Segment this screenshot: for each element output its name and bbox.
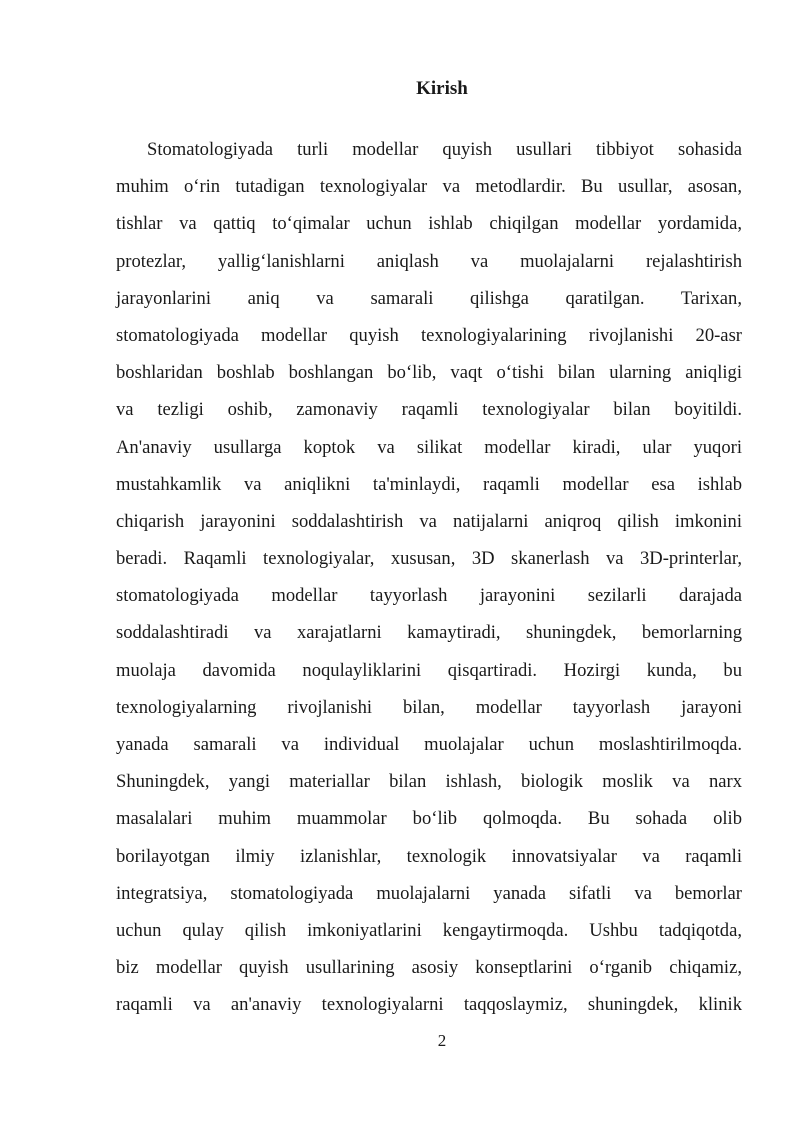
body-paragraph: [116, 131, 742, 1024]
paragraph-line: boshlaridan boshlab boshlangan bo‘lib, vaqt o‘tishi bilan ularning aniqligi: [116, 362, 742, 384]
paragraph-line: protezlar, yallig‘lanishlarni aniqlash va muolajalarni rejalashtirish: [116, 250, 742, 272]
paragraph-line: muolaja davomida noqulayliklarini qisqartiradi. Hozirgi kunda, bu: [116, 659, 742, 681]
paragraph-line: borilayotgan ilmiy izlanishlar, texnologik innovatsiyalar va raqamli: [116, 845, 742, 867]
paragraph-line: stomatologiyada modellar quyish texnologiyalarining rivojlanishi 20-asr: [116, 324, 742, 346]
paragraph-line: raqamli va an'anaviy texnologiyalarni taqqoslaymiz, shuningdek, klinik: [116, 994, 742, 1016]
paragraph-line: muhim o‘rin tutadigan texnologiyalar va metodlardir. Bu usullar, asosan,: [116, 176, 742, 198]
paragraph-line: Shuningdek, yangi materiallar bilan ishlash, biologik moslik va narx: [116, 771, 742, 793]
paragraph-line: stomatologiyada modellar tayyorlash jarayonini sezilarli darajada: [116, 585, 742, 607]
paragraph-line: va tezligi oshib, zamonaviy raqamli texnologiyalar bilan boyitildi.: [116, 399, 742, 421]
paragraph-line: chiqarish jarayonini soddalashtirish va natijalarni aniqroq qilish imkonini: [116, 510, 742, 532]
paragraph-line: beradi. Raqamli texnologiyalar, xususan, 3D skanerlash va 3D-printerlar,: [116, 548, 742, 570]
paragraph-line: Stomatologiyada turli modellar quyish usullari tibbiyot sohasida: [147, 139, 742, 160]
paragraph-line: biz modellar quyish usullarining asosiy konseptlarini o‘rganib chiqamiz,: [116, 957, 742, 979]
paragraph-line: mustahkamlik va aniqlikni ta'minlaydi, raqamli modellar esa ishlab: [116, 473, 742, 495]
paragraph-line: uchun qulay qilish imkoniyatlarini kengaytirmoqda. Ushbu tadqiqotda,: [116, 919, 742, 941]
page-number: 2: [437, 1031, 447, 1050]
paragraph-line: yanada samarali va individual muolajalar uchun moslashtirilmoqda.: [116, 734, 742, 755]
paragraph-line: tishlar va qattiq to‘qimalar uchun ishlab chiqilgan modellar yordamida,: [116, 213, 742, 235]
paragraph-line: integratsiya, stomatologiyada muolajalarni yanada sifatli va bemorlar: [116, 882, 742, 904]
paragraph-line: jarayonlarini aniq va samarali qilishga qaratilgan. Tarixan,: [116, 287, 742, 309]
paragraph-line: masalalari muhim muammolar bo‘lib qolmoqda. Bu sohada olib: [116, 808, 742, 830]
page-title: Kirish: [416, 78, 468, 99]
paragraph-line: soddalashtiradi va xarajatlarni kamaytiradi, shuningdek, bemorlarning: [116, 622, 742, 644]
paragraph-line: texnologiyalarning rivojlanishi bilan, modellar tayyorlash jarayoni: [116, 696, 742, 718]
paragraph-line: An'anaviy usullarga koptok va silikat modellar kiradi, ular yuqori: [116, 436, 742, 458]
